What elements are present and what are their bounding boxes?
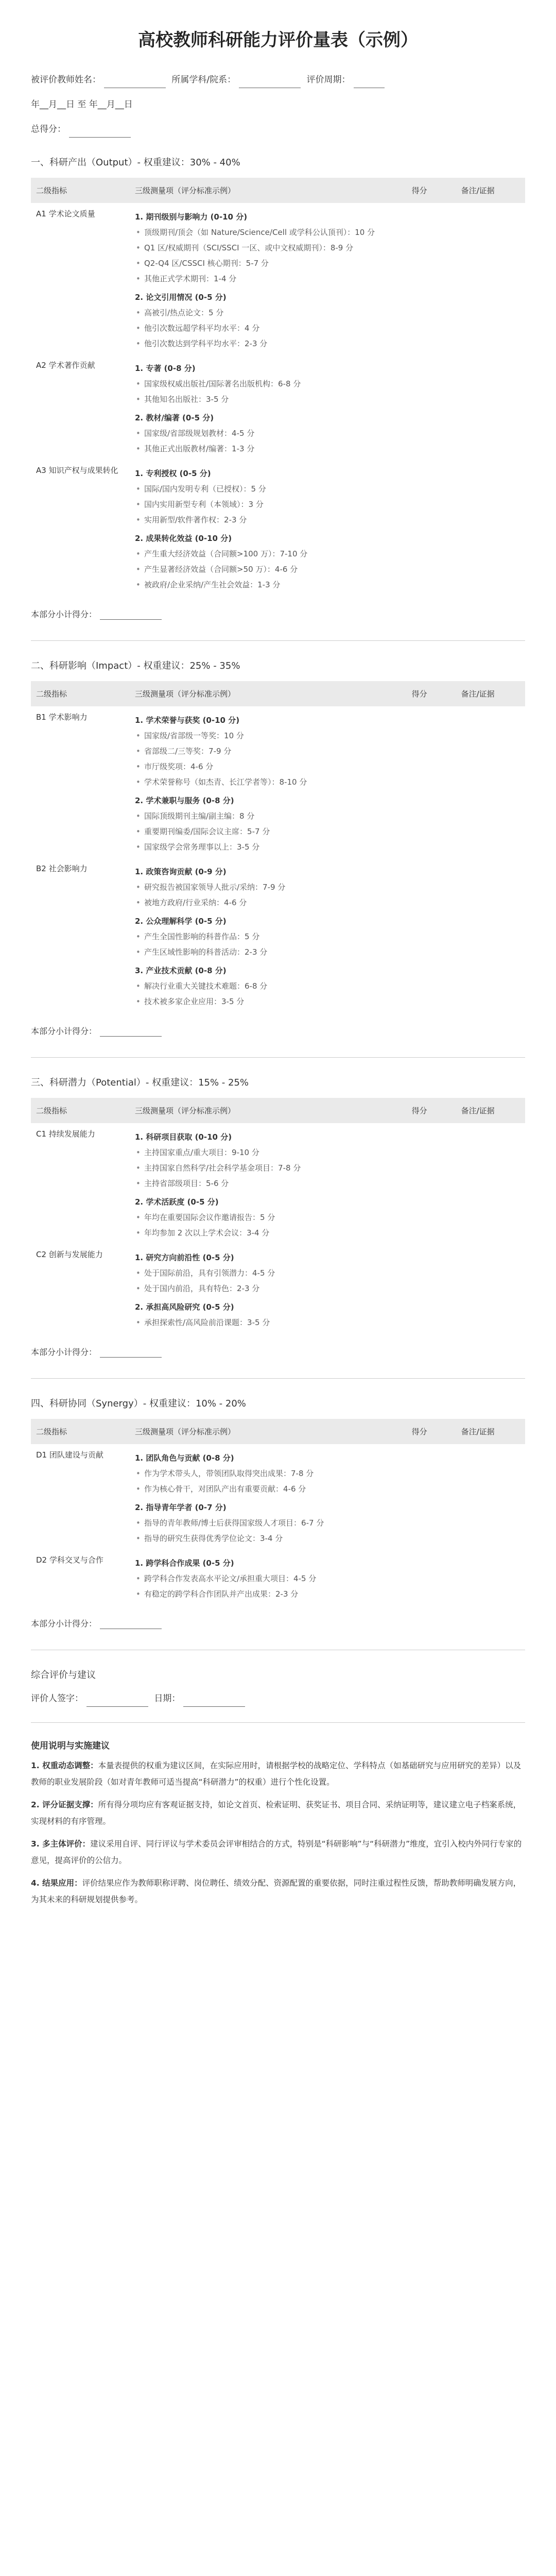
scoring-criterion: • 年均在重要国际会议作邀请报告：5 分 <box>135 1210 402 1225</box>
scoring-criterion: • 产生重大经济效益（合同额>100 万）：7-10 分 <box>135 546 402 562</box>
evidence-cell[interactable] <box>456 1123 525 1244</box>
measurement-item: 1. 专著 (0-8 分) <box>135 364 196 373</box>
scoring-criterion: • Q1 区/权威期刊（SCI/SSCI 一区、或中文权威期刊）：8-9 分 <box>135 240 402 256</box>
table-row <box>31 203 525 354</box>
table-header-cell: 得分 <box>407 1098 456 1123</box>
scoring-criterion: • 国家级学会常务理事以上：3-5 分 <box>135 839 402 855</box>
evaluator-label: 评价人签字： <box>31 1693 83 1704</box>
scoring-criterion: • 研究报告被国家领导人批示/采纳：7-9 分 <box>135 879 402 895</box>
divider <box>31 1722 525 1723</box>
measurement-item: 2. 学术活跃度 (0-5 分) <box>135 1197 219 1207</box>
scoring-criterion: • 主持国家重点/重大项目：9-10 分 <box>135 1145 402 1160</box>
subtotal-field[interactable] <box>100 1347 162 1358</box>
scoring-criterion: • 其他知名出版社：3-5 分 <box>135 392 402 407</box>
scoring-criterion: • 顶级期刊/顶会（如 Nature/Science/Cell 或学科公认顶刊）：10 分 <box>135 225 402 240</box>
measurement-item: 2. 公众理解科学 (0-5 分) <box>135 917 227 926</box>
scoring-criterion: • 指导的青年教师/博士后获得国家级人才项目：6-7 分 <box>135 1515 402 1531</box>
scoring-criterion: • 市厅级奖项：4-6 分 <box>135 759 402 774</box>
measurement-item: 1. 专利授权 (0-5 分) <box>135 469 211 478</box>
table-header-cell: 二级指标 <box>31 1098 130 1123</box>
table-header-cell: 三级测量项（评分标准示例） <box>130 1419 407 1444</box>
table-row <box>31 460 525 596</box>
table-header-cell: 三级测量项（评分标准示例） <box>130 681 407 706</box>
note-text: 评价结果应作为教师职称评聘、岗位聘任、绩效分配、资源配置的重要依据，同时注重过程性反馈，帮助教师明确发展方向，为其未来的科研规划提供参考。 <box>31 1878 522 1904</box>
scoring-criterion: • 处于国际前沿，具有引领潜力：4-5 分 <box>135 1265 402 1281</box>
scoring-criterion: • 承担探索性/高风险前沿课题：3-5 分 <box>135 1315 402 1330</box>
measurement-item: 2. 学术兼职与服务 (0-8 分) <box>135 796 234 805</box>
scoring-criterion: • 学术荣誉称号（如杰青、长江学者等）：8-10 分 <box>135 774 402 790</box>
evidence-cell[interactable] <box>456 460 525 596</box>
score-cell[interactable] <box>407 1123 456 1244</box>
scoring-criterion: • 国际顶级期刊主编/副主编：8 分 <box>135 808 402 824</box>
note-text: 本量表提供的权重为建议区间，在实际应用时，请根据学校的战略定位、学科特点（如基础研究与应用研究的差异）以及教师的职业发展阶段（如对青年教师可适当提高“科研潜力”的权重）进行个性化设置。 <box>31 1761 522 1787</box>
note-heading: 1. 权重动态调整： <box>31 1761 98 1770</box>
subtotal-label: 本部分小计得分： <box>31 1619 97 1629</box>
scoring-criterion: • 技术被多家企业应用：3-5 分 <box>135 994 402 1009</box>
divider <box>31 1057 525 1058</box>
department-label: 所属学科/院系： <box>171 75 236 85</box>
evidence-cell[interactable] <box>456 858 525 1012</box>
meta-line-3 <box>31 121 525 138</box>
notes-title: 使用说明与实施建议 <box>31 1741 110 1751</box>
measurement-item: 1. 政策咨询贡献 (0-9 分) <box>135 867 227 876</box>
measurement-cell <box>130 858 407 1012</box>
score-cell[interactable] <box>407 1549 456 1605</box>
summary-title: 综合评价与建议 <box>31 1670 96 1681</box>
section-title: 三、科研潜力（Potential）- 权重建议：15% - 25% <box>31 1077 249 1088</box>
score-cell[interactable] <box>407 706 456 858</box>
measurement-item: 3. 产业技术贡献 (0-8 分) <box>135 966 227 975</box>
date-label: 日期： <box>154 1693 181 1704</box>
measurement-cell <box>130 1244 407 1333</box>
date-field[interactable] <box>183 1696 245 1707</box>
score-cell[interactable] <box>407 1244 456 1333</box>
note-heading: 3. 多主体评价： <box>31 1839 91 1849</box>
indicator-cell: A3 知识产权与成果转化 <box>36 466 118 475</box>
evaluation-table <box>31 1098 525 1333</box>
measurement-item: 2. 承担高风险研究 (0-5 分) <box>135 1302 234 1312</box>
section-title: 四、科研协同（Synergy）- 权重建议：10% - 20% <box>31 1398 246 1409</box>
measurement-item: 1. 期刊级别与影响力 (0-10 分) <box>135 212 248 222</box>
indicator-cell: A1 学术论文质量 <box>36 209 95 218</box>
score-cell[interactable] <box>407 1444 456 1549</box>
table-row <box>31 1444 525 1549</box>
table-row <box>31 354 525 460</box>
scoring-criterion: • 作为学术带头人，带领团队取得突出成果：7-8 分 <box>135 1466 402 1481</box>
scoring-criterion: • 年均参加 2 次以上学术会议：3-4 分 <box>135 1225 402 1241</box>
sections-container <box>31 155 525 1650</box>
notes-list <box>31 1757 525 1908</box>
table-row <box>31 1549 525 1605</box>
subtotal-field[interactable] <box>100 1618 162 1629</box>
section-subtotal <box>31 1617 525 1629</box>
evidence-cell[interactable] <box>456 354 525 460</box>
note-text: 所有得分项均应有客观证据支持，如论文首页、检索证明、获奖证书、项目合同、采纳证明等，建议建立电子档案系统，实现材料的有序管理。 <box>31 1800 522 1826</box>
measurement-cell <box>130 706 407 858</box>
table-header-cell: 二级指标 <box>31 1419 130 1444</box>
scoring-criterion: • 其他正式学术期刊：1-4 分 <box>135 271 402 286</box>
measurement-item: 2. 成果转化效益 (0-10 分) <box>135 534 232 543</box>
section-subtotal <box>31 1346 525 1358</box>
note-item <box>31 1757 525 1790</box>
measurement-item: 1. 跨学科合作成果 (0-5 分) <box>135 1558 234 1568</box>
evaluation-table <box>31 681 525 1012</box>
evidence-cell[interactable] <box>456 1444 525 1549</box>
table-header-cell: 三级测量项（评分标准示例） <box>130 1098 407 1123</box>
subtotal-field[interactable] <box>100 609 162 620</box>
scoring-criterion: • 主持省部级项目：5-6 分 <box>135 1176 402 1191</box>
scoring-criterion: • 重要期刊编委/国际会议主席：5-7 分 <box>135 824 402 839</box>
score-cell[interactable] <box>407 354 456 460</box>
evaluation-table <box>31 178 525 596</box>
scoring-criterion: • 产生显著经济效益（合同额>50 万）：4-6 分 <box>135 562 402 577</box>
evaluation-table <box>31 1419 525 1605</box>
note-item <box>31 1875 525 1908</box>
measurement-cell <box>130 460 407 596</box>
document-title: 高校教师科研能力评价量表（示例） <box>138 30 418 50</box>
scoring-criterion: • 国家级/省部级规划教材：4-5 分 <box>135 426 402 441</box>
table-row <box>31 858 525 1012</box>
scoring-criterion: • 国家级权威出版社/国际著名出版机构：6-8 分 <box>135 376 402 392</box>
scoring-criterion: • 被地方政府/行业采纳：4-6 分 <box>135 895 402 910</box>
indicator-cell: B1 学术影响力 <box>36 713 88 722</box>
indicator-cell: C1 持续发展能力 <box>36 1129 95 1139</box>
score-cell[interactable] <box>407 858 456 1012</box>
scoring-criterion: • 国际/国内发明专利（已授权）：5 分 <box>135 481 402 497</box>
measurement-item: 2. 教材/编著 (0-5 分) <box>135 413 214 422</box>
table-row <box>31 1123 525 1244</box>
measurement-cell <box>130 203 407 354</box>
total-score-label: 总得分： <box>31 124 66 134</box>
measurement-cell <box>130 354 407 460</box>
note-item <box>31 1836 525 1869</box>
measurement-cell <box>130 1123 407 1244</box>
table-header-cell: 备注/证据 <box>456 681 525 706</box>
measurement-item: 1. 学术荣誉与获奖 (0-10 分) <box>135 716 240 725</box>
scoring-criterion: • 跨学科合作发表高水平论文/承担重大项目：4-5 分 <box>135 1571 402 1586</box>
indicator-cell: B2 社会影响力 <box>36 864 88 873</box>
summary-signature-line <box>31 1690 525 1707</box>
department-field[interactable] <box>239 77 301 88</box>
scoring-criterion: • 作为核心骨干，对团队产出有重要贡献：4-6 分 <box>135 1481 402 1497</box>
period-field[interactable] <box>354 77 385 88</box>
table-header-cell: 备注/证据 <box>456 1098 525 1123</box>
measurement-item: 2. 指导青年学者 (0-7 分) <box>135 1503 227 1512</box>
meta-line-2: 年__月__日 至 年__月__日 <box>31 99 133 110</box>
scoring-criterion: • 产生区域性影响的科普活动：2-3 分 <box>135 944 402 960</box>
scoring-criterion: • 实用新型/软件著作权：2-3 分 <box>135 512 402 528</box>
scoring-criterion: • 国家级/省部级一等奖：10 分 <box>135 728 402 743</box>
scoring-criterion: • 高被引/热点论文：5 分 <box>135 305 402 320</box>
table-header-cell: 得分 <box>407 1419 456 1444</box>
summary-block <box>31 1668 525 1707</box>
note-text: 建议采用自评、同行评议与学术委员会评审相结合的方式，特别是“科研影响”与“科研潜力”维度，宜引入校内外同行专家的意见，提高评价的公信力。 <box>31 1839 522 1865</box>
scoring-criterion: • 有稳定的跨学科合作团队并产出成果：2-3 分 <box>135 1586 402 1602</box>
table-header-cell: 得分 <box>407 178 456 203</box>
evidence-cell[interactable] <box>456 1549 525 1605</box>
scoring-criterion: • 其他正式出版教材/编著：1-3 分 <box>135 441 402 456</box>
period-label: 评价周期： <box>306 75 351 85</box>
divider <box>31 1378 525 1379</box>
table-header-cell: 备注/证据 <box>456 1419 525 1444</box>
table-header-cell: 得分 <box>407 681 456 706</box>
indicator-cell: D1 团队建设与贡献 <box>36 1450 103 1460</box>
scoring-criterion: • 被政府/企业采纳/产生社会效益：1-3 分 <box>135 577 402 592</box>
measurement-item: 1. 团队角色与贡献 (0-8 分) <box>135 1453 234 1463</box>
scoring-criterion: • Q2-Q4 区/CSSCI 核心期刊：5-7 分 <box>135 256 402 271</box>
evaluator-field[interactable] <box>86 1696 148 1707</box>
teacher-name-field[interactable] <box>104 77 166 88</box>
scoring-criterion: • 他引次数达到学科平均水平：2-3 分 <box>135 336 402 351</box>
note-heading: 4. 结果应用： <box>31 1878 82 1888</box>
subtotal-label: 本部分小计得分： <box>31 1347 97 1357</box>
evidence-cell[interactable] <box>456 1244 525 1333</box>
evidence-cell[interactable] <box>456 706 525 858</box>
measurement-item: 1. 科研项目获取 (0-10 分) <box>135 1132 232 1142</box>
scoring-criterion: • 处于国内前沿，具有特色：2-3 分 <box>135 1281 402 1296</box>
indicator-cell: A2 学术著作贡献 <box>36 361 95 370</box>
measurement-cell <box>130 1444 407 1549</box>
measurement-item: 2. 论文引用情况 (0-5 分) <box>135 293 227 302</box>
table-row <box>31 706 525 858</box>
subtotal-label: 本部分小计得分： <box>31 1026 97 1036</box>
scoring-criterion: • 指导的研究生获得优秀学位论文：3-4 分 <box>135 1531 402 1546</box>
note-heading: 2. 评分证据支撑： <box>31 1800 98 1809</box>
divider <box>31 640 525 641</box>
table-header-cell: 备注/证据 <box>456 178 525 203</box>
measurement-item: 1. 研究方向前沿性 (0-5 分) <box>135 1253 234 1262</box>
section-title: 一、科研产出（Output）- 权重建议：30% - 40% <box>31 157 240 168</box>
scoring-criterion: • 他引次数远超学科平均水平：4 分 <box>135 320 402 336</box>
meta-line-1 <box>31 72 525 88</box>
table-row <box>31 1244 525 1333</box>
section-subtotal <box>31 608 525 620</box>
score-cell[interactable] <box>407 460 456 596</box>
table-header-cell: 二级指标 <box>31 681 130 706</box>
subtotal-field[interactable] <box>100 1026 162 1037</box>
scoring-criterion: • 产生全国性影响的科普作品：5 分 <box>135 929 402 944</box>
scoring-criterion: • 国内实用新型专利（本领域）：3 分 <box>135 497 402 512</box>
section-title: 二、科研影响（Impact）- 权重建议：25% - 35% <box>31 660 240 671</box>
indicator-cell: D2 学科交叉与合作 <box>36 1555 103 1565</box>
scoring-criterion: • 省部级二/三等奖：7-9 分 <box>135 743 402 759</box>
table-header-cell: 三级测量项（评分标准示例） <box>130 178 407 203</box>
subtotal-label: 本部分小计得分： <box>31 609 97 619</box>
score-cell[interactable] <box>407 203 456 354</box>
evidence-cell[interactable] <box>456 203 525 354</box>
table-header-cell: 二级指标 <box>31 178 130 203</box>
note-item <box>31 1797 525 1829</box>
section-subtotal <box>31 1025 525 1037</box>
indicator-cell: C2 创新与发展能力 <box>36 1250 103 1259</box>
scoring-criterion: • 主持国家自然科学/社会科学基金项目：7-8 分 <box>135 1160 402 1176</box>
scoring-criterion: • 解决行业重大关键技术难题：6-8 分 <box>135 978 402 994</box>
measurement-cell <box>130 1549 407 1605</box>
teacher-name-label: 被评价教师姓名： <box>31 75 101 85</box>
total-score-field[interactable] <box>69 127 131 138</box>
